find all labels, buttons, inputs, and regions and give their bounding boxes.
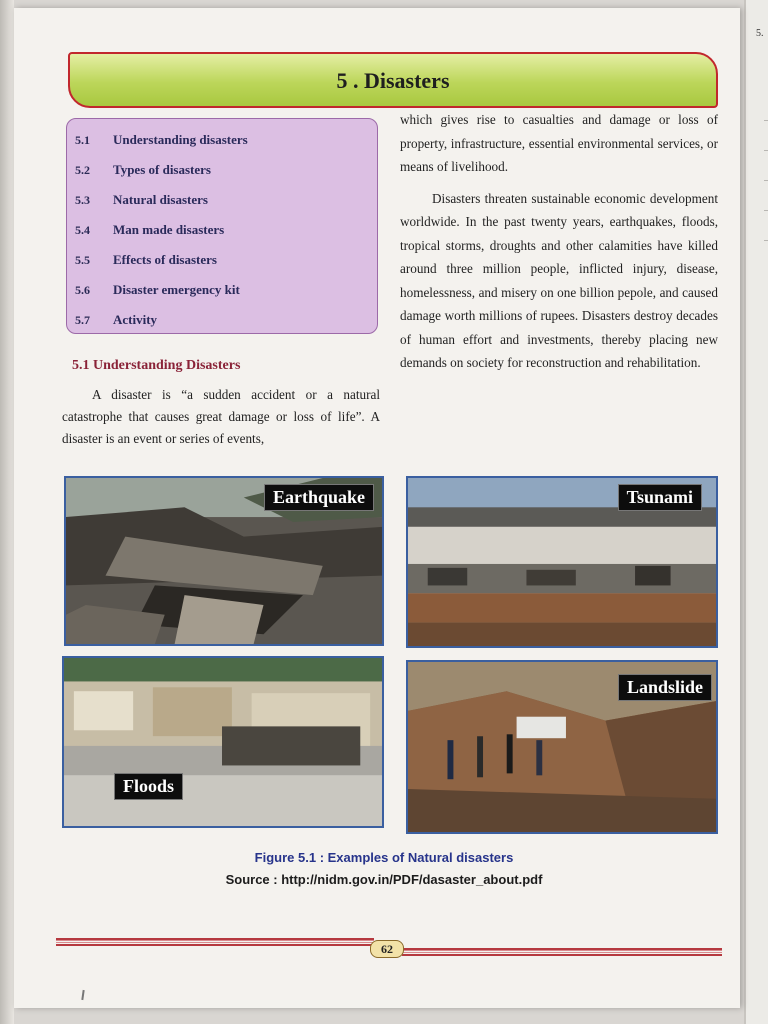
chapter-banner (68, 52, 718, 108)
paragraph: Disasters threaten sustainable economic development worldwide. In the past twenty years, earthquakes, floods, tropical storms, droughts and other calamities have killed around three million people, inflicted injury, disease, homelessness, and misery on one billion pepole, and caused damage worth millions of rupees. Disasters destroy decades of human effort and investments, thereby placing new demands on society for reconstruction and rehabilitation. (400, 190, 718, 370)
paragraph: which gives rise to casualties and damage or loss of property, infrastructure, essential environmental services, or means of livelihood. (400, 112, 718, 174)
section-heading: 5.1 Understanding Disasters (72, 358, 241, 373)
tsunami-label: Tsunami (618, 484, 702, 511)
toc-item (75, 305, 369, 335)
facing-page-rule (764, 180, 768, 181)
footer-rule-right (402, 948, 722, 956)
facing-page-rule (764, 150, 768, 151)
chapter-title: 5 . Disasters (336, 68, 450, 93)
facing-page-rule (764, 120, 768, 121)
toc-item (75, 185, 369, 215)
toc-item-number: 5.2 (75, 162, 90, 177)
figure-caption: Figure 5.1 : Examples of Natural disasters (254, 850, 514, 865)
landslide-photo (406, 660, 718, 834)
earthquake-photo (64, 476, 384, 646)
toc-item (75, 275, 369, 305)
footer-rule-left (56, 938, 374, 946)
toc-item-label: Disaster emergency kit (113, 282, 240, 297)
floods-photo (62, 656, 384, 828)
facing-page-rule (764, 210, 768, 211)
floods-label: Floods (114, 773, 183, 800)
toc-item-number: 5.6 (75, 282, 90, 297)
facing-page-corner-text: 5. (756, 28, 764, 39)
facing-page-edge (744, 0, 768, 1024)
facing-page-rule (764, 240, 768, 241)
landslide-label: Landslide (618, 674, 712, 701)
toc-item-label: Types of disasters (113, 162, 211, 177)
toc-item (75, 155, 369, 185)
toc-item-number: 5.7 (75, 312, 90, 327)
book-binding-edge (0, 0, 14, 1024)
toc-item-number: 5.4 (75, 222, 90, 237)
toc-item-label: Man made disasters (113, 222, 225, 237)
toc-item (75, 125, 369, 155)
earthquake-label: Earthquake (264, 484, 374, 511)
left-column-text (62, 384, 380, 450)
toc-item-label: Effects of disasters (113, 252, 217, 267)
page-number: 62 (370, 940, 404, 958)
toc-item-number: 5.1 (75, 132, 90, 147)
figure-source: Source : http://nidm.gov.in/PDF/dasaster_about.pdf (225, 872, 543, 887)
tsunami-photo (406, 476, 718, 648)
toc-item (75, 215, 369, 245)
toc-item-number: 5.3 (75, 192, 90, 207)
toc-item (75, 245, 369, 275)
chapter-contents-box (66, 118, 378, 334)
toc-item-label: Natural disasters (113, 192, 208, 207)
paragraph: A disaster is “a sudden accident or a natural catastrophe that causes great damage or loss of life”. A disaster is an event or series of events, (62, 387, 380, 446)
right-column-text (400, 108, 718, 375)
toc-item-label: Activity (113, 312, 158, 327)
toc-item-label: Understanding disasters (113, 132, 248, 147)
toc-item-number: 5.5 (75, 252, 90, 267)
